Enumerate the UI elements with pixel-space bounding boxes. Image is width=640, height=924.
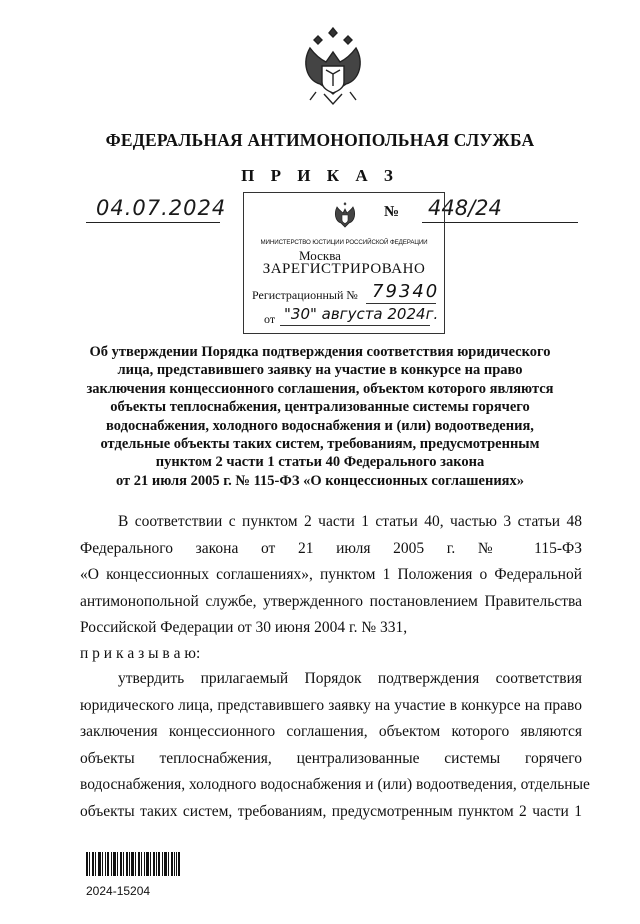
- preamble-paragraph: [80, 509, 582, 642]
- stamp-reg-date: "30" августа 2024г.: [284, 305, 439, 323]
- stamp-reg-number: 79340: [372, 281, 440, 302]
- order-number: 448/24: [428, 196, 502, 220]
- decision-line: объекты таких систем, требованиям, предусмотренным пунктом 2 части 1: [80, 802, 582, 820]
- decision-line: утвердить прилагаемый Порядок подтверждения соответствия: [118, 670, 582, 687]
- title-line: отдельные объекты таких систем, требованиям, предусмотренным: [100, 436, 540, 453]
- stamp-from-label: от: [264, 312, 276, 326]
- title-line: от 21 июля 2005 г. № 115-ФЗ «О концессионных соглашениях»: [115, 472, 525, 489]
- decision-paragraph: [80, 666, 590, 825]
- title-line: заключения концессионного соглашения, объектом которого являются: [86, 380, 554, 397]
- decision-line: заключения концессионного соглашения, объектом которого являются: [80, 723, 582, 740]
- preamble-line: «О концессионных соглашениях», пунктом 1 Положения о Федеральной: [80, 566, 582, 583]
- stamp-reg-number-underline: [366, 303, 436, 304]
- title-line: объекты теплоснабжения, централизованные системы горячего: [110, 399, 530, 416]
- stamp-registered: ЗАРЕГИСТРИРОВАНО: [262, 261, 426, 277]
- order-verb: п р и к а з ы в а ю:: [80, 645, 201, 662]
- preamble-line: Российской Федерации от 30 июня 2004 г. № 331,: [80, 619, 408, 636]
- preamble-line: Федерального закона от 21 июля 2005 г. № 115-ФЗ: [80, 539, 582, 557]
- title-line: лица, представившего заявку на участие в конкурсе на право: [117, 362, 523, 379]
- stamp-date-underline: [280, 325, 430, 326]
- decision-line: водоснабжения, холодного водоснабжения и (или) водоотведения, отдельные: [80, 776, 590, 793]
- title-line: водоснабжения, холодного водоснабжения и (или) водоотведения,: [106, 417, 534, 434]
- coat-of-arms-emblem: [296, 22, 370, 110]
- number-underline: [422, 222, 578, 223]
- number-sign: №: [384, 204, 400, 220]
- decision-line: юридического лица, представившего заявку на участие в конкурсе на право: [80, 696, 582, 714]
- city: Москва: [299, 248, 341, 263]
- order-title: [60, 343, 580, 490]
- decision-line: объекты теплоснабжения, централизованные системы горячего: [80, 749, 582, 767]
- document-id: 2024-15204: [86, 884, 151, 898]
- agency-name: ФЕДЕРАЛЬНАЯ АНТИМОНОПОЛЬНАЯ СЛУЖБА: [105, 130, 535, 150]
- preamble-line: В соответствии с пунктом 2 части 1 статьи 40, частью 3 статьи 48: [118, 513, 582, 530]
- barcode: [86, 852, 180, 876]
- stamp-ministry: МИНИСТЕРСТВО ЮСТИЦИИ РОССИЙСКОЙ ФЕДЕРАЦИИ: [260, 239, 428, 246]
- stamp-reg-number-label: Регистрационный №: [252, 288, 358, 302]
- title-line: Об утверждении Порядка подтверждения соответствия юридического: [89, 344, 551, 360]
- title-line: пунктом 2 части 1 статьи 40 Федерального закона: [155, 454, 485, 471]
- order-date: 04.07.2024: [96, 196, 227, 220]
- preamble-line: антимонопольной службе, утвержденного постановлением Правительства: [80, 592, 582, 610]
- date-underline: [86, 222, 220, 223]
- registration-stamp: [243, 192, 445, 334]
- stamp-emblem-icon: [332, 201, 358, 231]
- document-type: П Р И К А З: [241, 166, 399, 185]
